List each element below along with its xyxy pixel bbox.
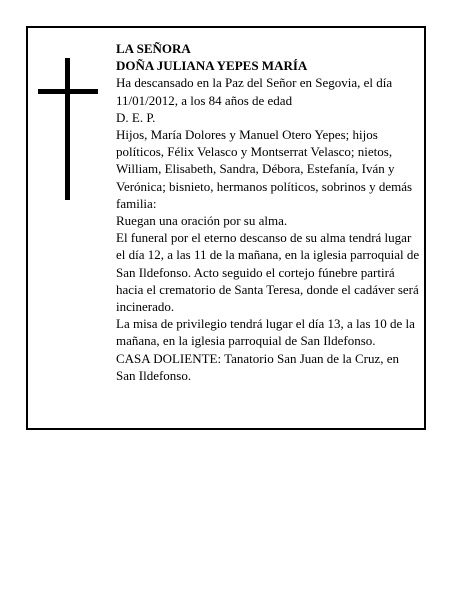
- obituary-notice: [26, 26, 426, 430]
- mass-details: La misa de privilegio tendrá lugar el día 13, a las 10 de la mañana, en la iglesia parroquial de San Ildefonso.: [116, 316, 415, 349]
- death-announcement: Ha descansado en la Paz del Señor en Segovia, el día 11/01/2012, a los 84 años de edad: [116, 75, 393, 108]
- funeral-details: El funeral por el eterno descanso de su alma tendrá lugar el día 12, a las 11 de la mañana, en la iglesia parroquial de San Ildefonso. Acto seguido el cortejo fúnebre partirá hacia el crematorio de Santa Teresa, donde el cadáver será incinerado.: [116, 230, 420, 315]
- cross-horizontal-bar: [38, 89, 98, 94]
- cross-vertical-bar: [65, 58, 70, 200]
- notice-text: [116, 40, 420, 384]
- prayer-request: Ruegan una oración por su alma.: [116, 213, 288, 229]
- rip-text: D. E. P.: [116, 109, 156, 125]
- family-list: Hijos, María Dolores y Manuel Otero Yepes; hijos políticos, Félix Velasco y Montserrat Velasco; nietos, William, Elisabeth, Sandra, Débora, Estefanía, Iván y Verónica; bisnieto, hermanos políticos, sobrinos y demás familia:: [116, 127, 413, 211]
- mourning-house: CASA DOLIENTE: Tanatorio San Juan de la Cruz, en San Ildefonso.: [116, 350, 399, 383]
- deceased-title: LA SEÑORA: [116, 41, 191, 56]
- cross-icon: [38, 58, 98, 200]
- deceased-name: DOÑA JULIANA YEPES MARÍA: [116, 58, 308, 74]
